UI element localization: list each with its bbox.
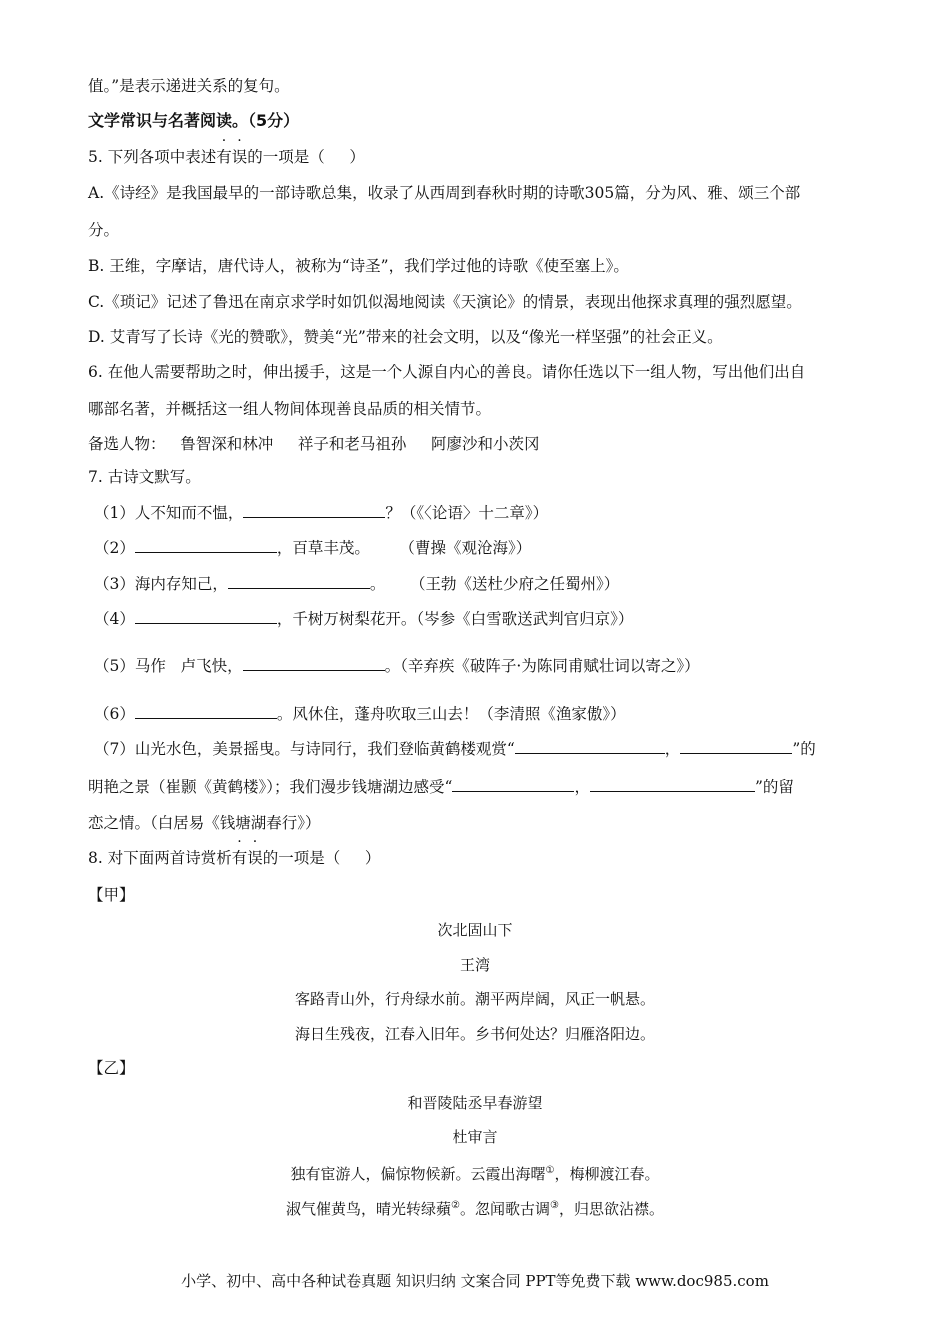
- recite-7: （7）山光水色，美景摇曳。与诗同行，我们登临黄鹤楼观赏“ ， ”的: [94, 740, 816, 758]
- option-a: A.《诗经》是我国最早的一部诗歌总集，收录了从西周到春秋时期的诗歌305篇，分为风、雅、颂三个部: [88, 184, 801, 202]
- recite-1: （1）人不知而不愠， ？（《〈论语〉十二章》）: [94, 504, 549, 522]
- answer-blank[interactable]: [243, 656, 385, 671]
- text-line: 值。”是表示递进关系的复句。: [88, 77, 290, 95]
- poem2-author: 杜审言: [452, 1128, 498, 1146]
- answer-blank[interactable]: [243, 503, 385, 518]
- answer-blank[interactable]: [515, 739, 665, 754]
- emphasis-char: 误: [247, 849, 263, 867]
- answer-blank[interactable]: [135, 609, 277, 624]
- poem2-title: 和晋陵陆丞早春游望: [407, 1094, 543, 1112]
- label-jia: 【甲】: [88, 886, 135, 904]
- recite-4: （4） ，千树万树梨花开。（岑参《白雪歌送武判官归京》）: [94, 610, 634, 628]
- poem2-line: 独有宦游人，偏惊物候新。云霞出海曙①，梅柳渡江春。: [290, 1165, 660, 1183]
- emphasis-char: 有: [216, 148, 232, 166]
- emphasis-char: 有: [231, 849, 248, 867]
- emphasis-char: 误: [231, 148, 248, 166]
- answer-blank[interactable]: [135, 704, 277, 719]
- poem2-line: 淑气催黄鸟，晴光转绿蘋②。忽闻歌古调③，归思欲沾襟。: [286, 1200, 664, 1218]
- option-c: C.《琐记》记述了鲁迅在南京求学时如饥似渴地阅读《天演论》的情景，表现出他探求真理的强烈愿望。: [88, 293, 802, 311]
- section-heading: 文学常识与名著阅读。（5分）: [88, 111, 300, 130]
- poem1-title: 次北固山下: [437, 921, 513, 939]
- question-7: 7. 古诗文默写。: [88, 468, 201, 486]
- recite-5: （5）马作 卢飞快， 。（辛弃疾《破阵子·为陈同甫赋壮词以寄之》）: [94, 657, 700, 675]
- answer-blank[interactable]: [590, 777, 755, 792]
- option-d: D. 艾青写了长诗《光的赞歌》，赞美“光”带来的社会文明，以及“像光一样坚强”的社会正义。: [88, 328, 723, 346]
- question-8: 8. 对下面两首诗赏析有误的一项是（ ）: [88, 849, 381, 867]
- option-b: B. 王维，字摩诘，唐代诗人，被称为“诗圣”，我们学过他的诗歌《使至塞上》。: [88, 257, 629, 275]
- recite-3: （3）海内存知己， 。 （王勃《送杜少府之任蜀州》）: [94, 575, 620, 593]
- option-a-cont: 分。: [88, 221, 120, 239]
- answer-blank[interactable]: [135, 538, 277, 553]
- poem1-line: 客路青山外，行舟绿水前。潮平两岸阔，风正一帆悬。: [294, 990, 655, 1008]
- question-5: 5. 下列各项中表述有误的一项是（ ）: [88, 148, 365, 166]
- label-yi: 【乙】: [88, 1059, 135, 1077]
- question-6: 6. 在他人需要帮助之时，伸出援手，这是一个人源自内心的善良。请你任选以下一组人物，写出他们出自: [88, 363, 806, 381]
- question-6-cont: 哪部名著，并概括这一组人物间体现善良品质的相关情节。: [88, 400, 492, 418]
- answer-blank[interactable]: [680, 739, 792, 754]
- recite-7-end: 恋之情。（白居易《钱塘湖春行》）: [88, 814, 321, 832]
- answer-blank[interactable]: [228, 574, 370, 589]
- page-footer: 小学、初中、高中各种试卷真题 知识归纳 文案合同 PPT等免费下载 www.doc985.com: [181, 1272, 769, 1290]
- recite-7-cont: 明艳之景（崔颢《黄鹤楼》）；我们漫步钱塘湖边感受“ ， ”的留: [88, 778, 794, 796]
- poem1-line: 海日生残夜，江春入旧年。乡书何处达？归雁洛阳边。: [294, 1025, 655, 1043]
- recite-6: （6） 。风休住，蓬舟吹取三山去！（李清照《渔家傲》）: [94, 705, 626, 723]
- candidate-characters: 备选人物： 鲁智深和林冲 祥子和老马祖孙 阿廖沙和小茨冈: [88, 435, 540, 453]
- recite-2: （2） ，百草丰茂。 （曹操《观沧海》）: [94, 539, 532, 557]
- answer-blank[interactable]: [452, 777, 574, 792]
- poem1-author: 王湾: [459, 956, 490, 974]
